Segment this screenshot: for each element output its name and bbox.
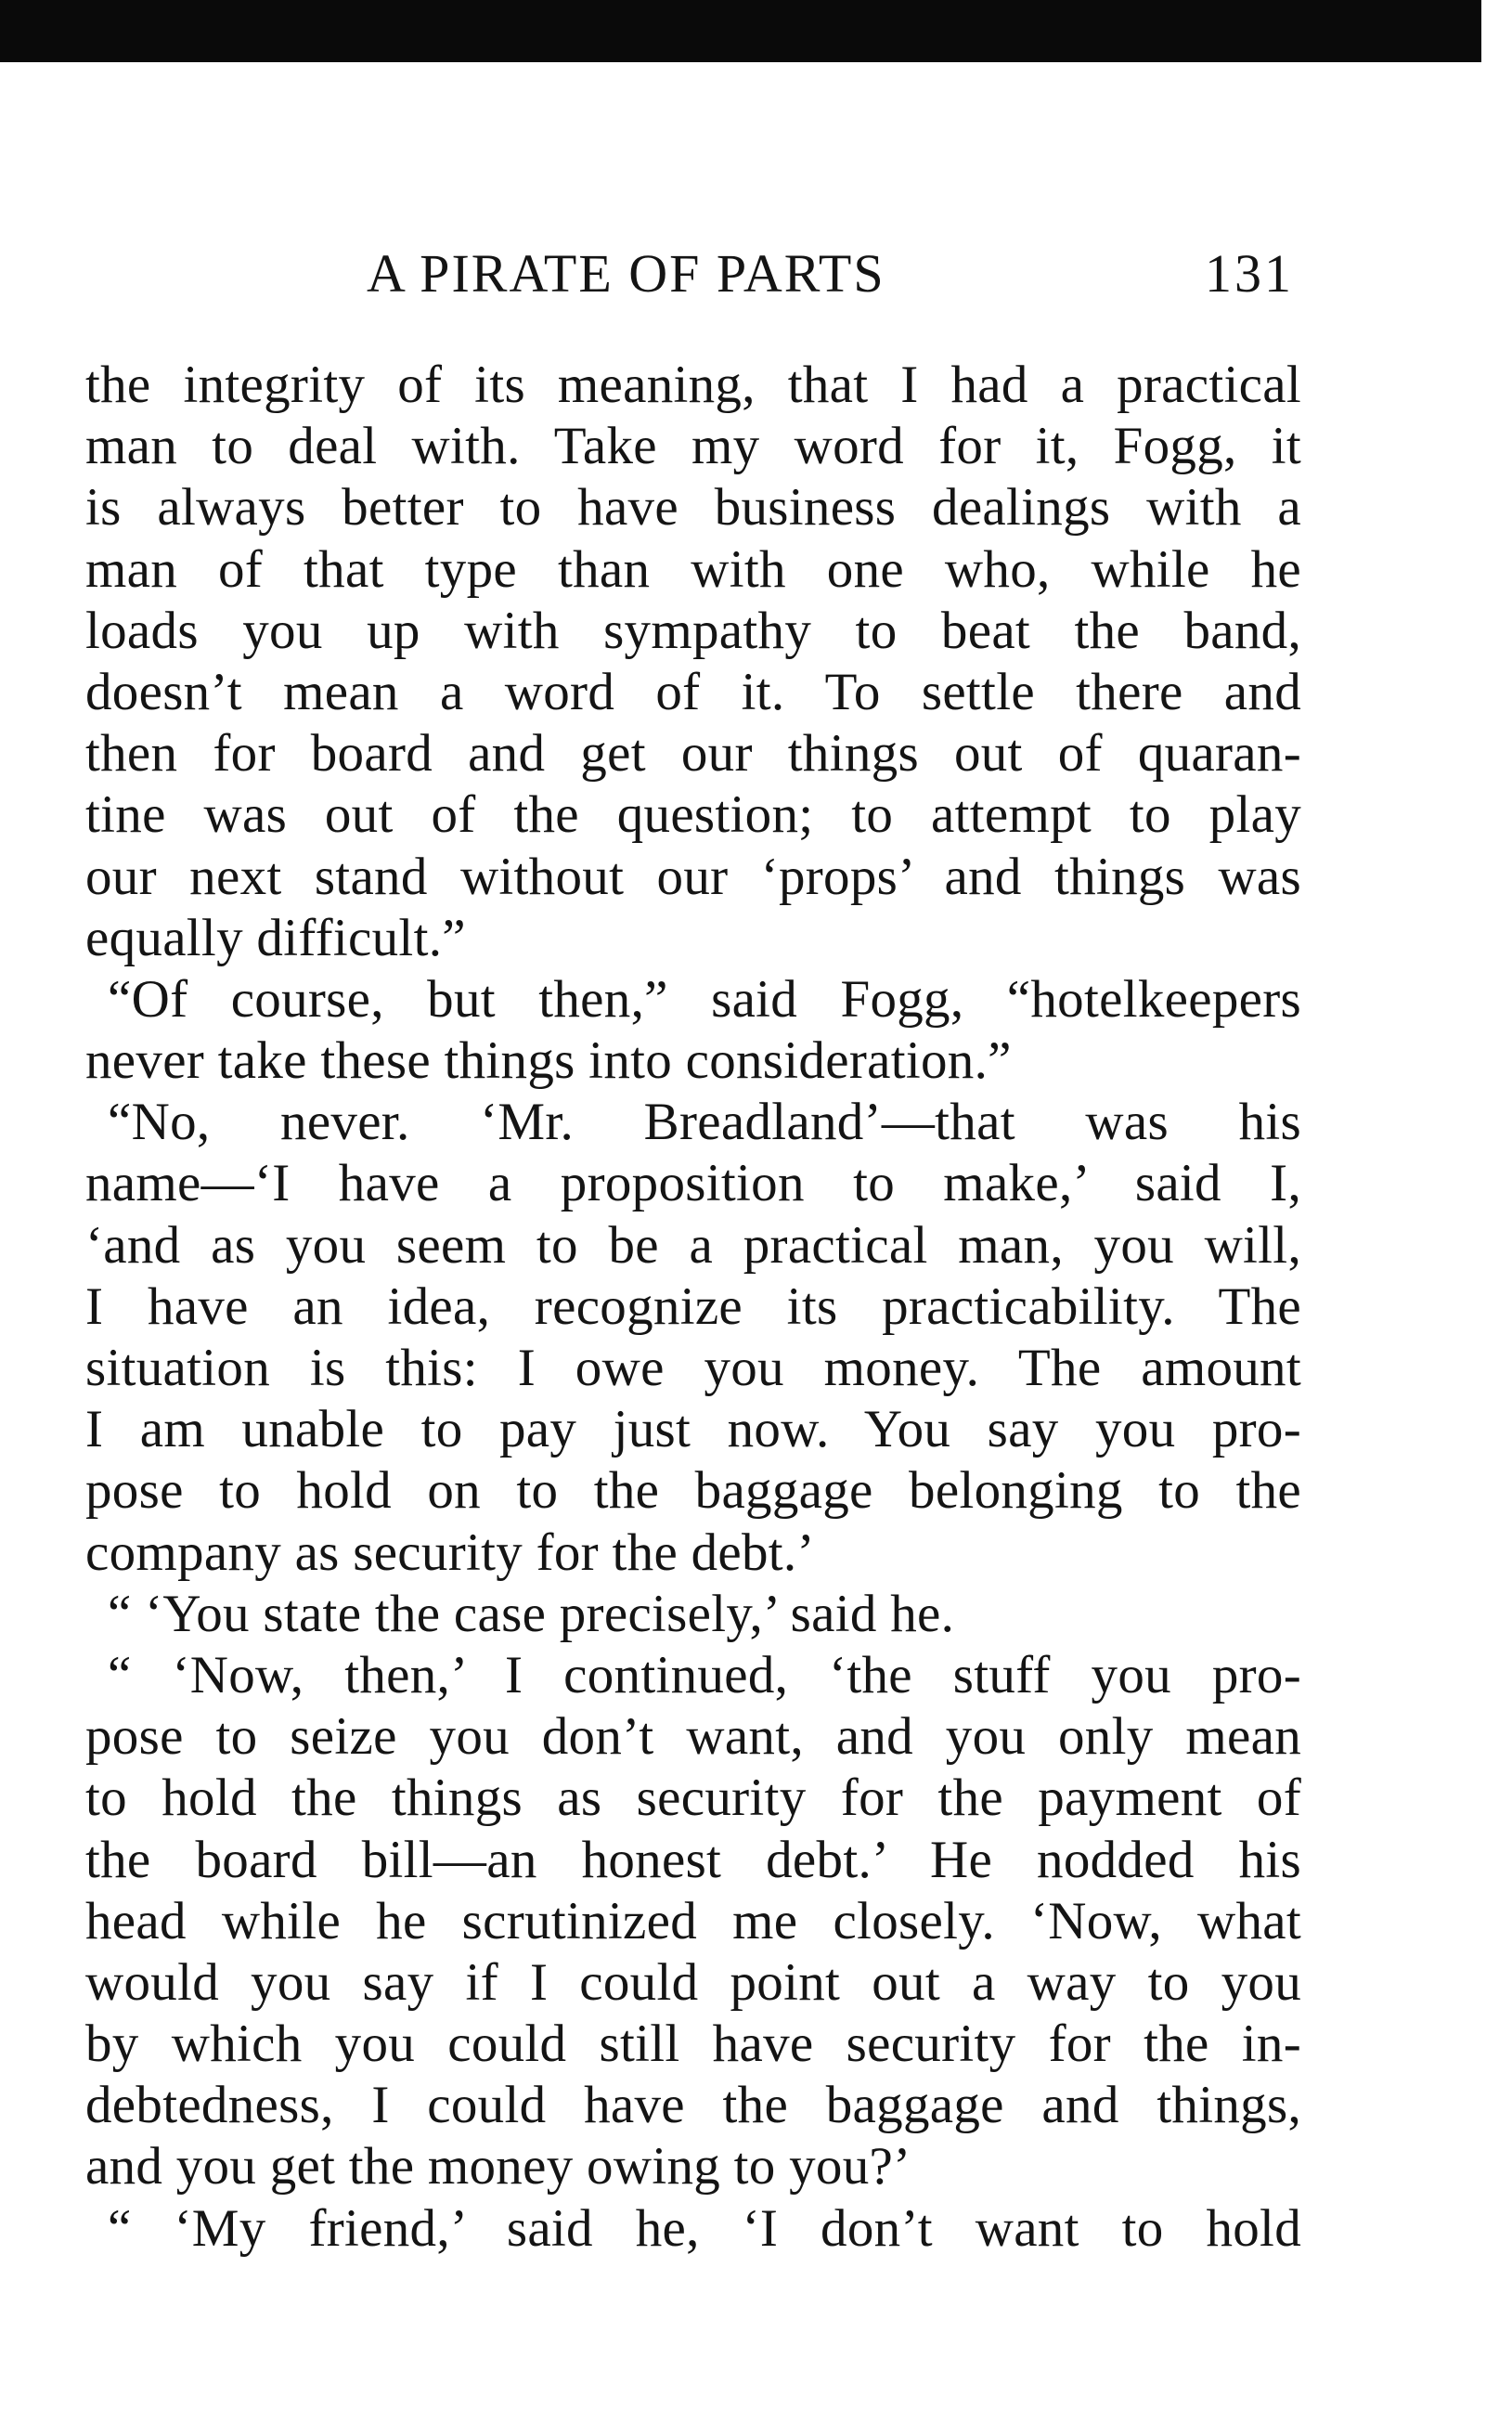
text-line: then for board and get our things out of quaran-	[85, 724, 1301, 784]
text-line: company as security for the debt.’	[85, 1522, 815, 1582]
running-header	[0, 232, 1512, 316]
text-line: “No, never. ‘Mr. Breadland’—that was his	[108, 1093, 1301, 1152]
text-line: I have an idea, recognize its practicability. The	[85, 1276, 1301, 1336]
text-line: “ ‘My friend,’ said he, ‘I don’t want to hold	[108, 2198, 1301, 2258]
text-line: the integrity of its meaning, that I had a practical	[85, 356, 1301, 414]
text-line: pose to hold on to the baggage belonging to the	[85, 1461, 1301, 1521]
running-title: A PIRATE OF PARTS	[367, 243, 885, 304]
text-line: doesn’t mean a word of it. To settle there and	[85, 662, 1301, 721]
text-line: pose to seize you don’t want, and you only mean	[85, 1707, 1301, 1767]
text-line: would you say if I could point out a way to you	[85, 1952, 1301, 2012]
text-line: never take these things into consideration.”	[85, 1031, 1012, 1091]
text-line: to hold the things as security for the payment of	[85, 1769, 1301, 1828]
body-text	[85, 355, 1301, 2260]
text-line: “ ‘You state the case precisely,’ said he.	[108, 1584, 955, 1643]
text-line: equally difficult.”	[85, 908, 466, 967]
text-line: situation is this: I owe you money. The amount	[85, 1339, 1301, 1397]
text-line: by which you could still have security for the in-	[85, 2015, 1301, 2074]
text-line: “ ‘Now, then,’ I continued, ‘the stuff you pro-	[108, 1645, 1301, 1704]
page-number: 131	[1205, 243, 1294, 304]
text-line: I am unable to pay just now. You say you pro-	[85, 1400, 1301, 1459]
text-line: name—‘I have a proposition to make,’ said I,	[85, 1154, 1301, 1213]
text-line: the board bill—an honest debt.’ He nodded his	[85, 1830, 1301, 1889]
text-line: head while he scrutinized me closely. ‘Now, what	[85, 1891, 1301, 1950]
text-line: man to deal with. Take my word for it, Fogg, it	[85, 417, 1301, 476]
text-line: our next stand without our ‘props’ and things was	[85, 847, 1301, 906]
top-scan-border	[0, 0, 1481, 62]
text-line: “Of course, but then,” said Fogg, “hotelkeepers	[108, 969, 1301, 1029]
text-line: man of that type than with one who, while he	[85, 539, 1301, 599]
text-line: is always better to have business dealings with a	[85, 478, 1301, 538]
text-line: and you get the money owing to you?’	[85, 2137, 911, 2196]
text-line: debtedness, I could have the baggage and things,	[85, 2076, 1301, 2135]
text-line: tine was out of the question; to attempt to play	[85, 785, 1301, 845]
text-line: ‘and as you seem to be a practical man, you will,	[85, 1215, 1301, 1275]
text-line: loads you up with sympathy to beat the band,	[85, 601, 1301, 660]
